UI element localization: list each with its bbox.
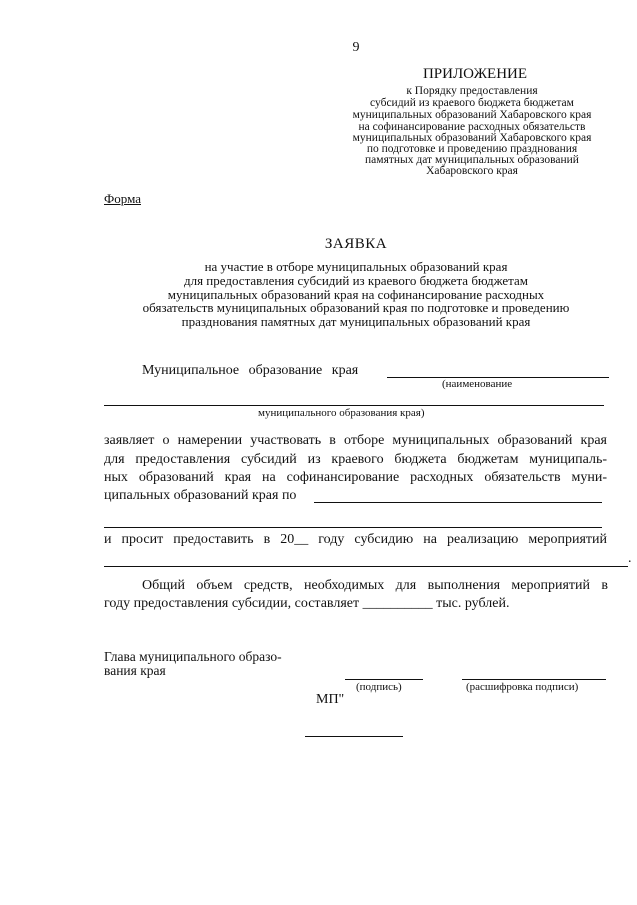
appendix-line: Хабаровского края bbox=[426, 165, 518, 177]
appendix-line: субсидий из краевого бюджета бюджетам bbox=[370, 97, 574, 109]
page-number: 9 bbox=[352, 40, 360, 55]
decryption-field[interactable] bbox=[462, 679, 606, 680]
form-label: Форма bbox=[104, 191, 141, 206]
events-field-continued[interactable] bbox=[104, 527, 602, 528]
application-subtitle-line: для предоставления субсидий из краевого бюджета бюджетам bbox=[183, 273, 529, 288]
appendix-line: муниципальных образований Хабаровского края bbox=[352, 132, 592, 144]
total-text-line: Общий объем средств, необходимых для выполнения мероприятий в bbox=[142, 578, 608, 593]
municipality-name-field-continued[interactable] bbox=[104, 405, 604, 406]
application-subtitle-line: празднования памятных дат муниципальных образований края bbox=[181, 314, 531, 329]
appendix-line: по подготовке и проведению празднования bbox=[366, 143, 578, 155]
body-text-line: ных образований края на софинансирование расходных обязательств муни- bbox=[104, 470, 607, 485]
stamp-placeholder: МП" bbox=[316, 692, 345, 707]
appendix-line: памятных дат муниципальных образований bbox=[365, 154, 579, 166]
municipality-hint-continued: муниципального образования края) bbox=[258, 407, 425, 419]
application-subtitle-line: муниципальных образований края на софинансирование расходных bbox=[167, 287, 545, 302]
appendix-title: ПРИЛОЖЕНИЕ bbox=[422, 66, 528, 82]
decryption-hint: (расшифровка подписи) bbox=[466, 681, 579, 693]
total-text-line: году предоставления субсидии, составляет __________ тыс. рублей. bbox=[104, 596, 510, 611]
application-title: ЗАЯВКА bbox=[324, 236, 388, 252]
signature-field[interactable] bbox=[345, 679, 423, 680]
municipality-label: Муниципальное образование края bbox=[142, 363, 359, 378]
body-text-line: ципальных образований края по bbox=[104, 488, 297, 503]
head-title-line: Глава муниципального образо- bbox=[104, 649, 282, 664]
head-title-line: вания края bbox=[104, 663, 166, 678]
body-text-line: заявляет о намерении участвовать в отборе муниципальных образований края bbox=[104, 433, 607, 448]
application-subtitle-line: на участие в отборе муниципальных образований края bbox=[204, 259, 508, 274]
activities-field[interactable] bbox=[104, 566, 628, 567]
events-field[interactable] bbox=[314, 502, 602, 503]
request-end-dot: . bbox=[628, 551, 632, 566]
request-text: и просит предоставить в 20__ году субсидию на реализацию мероприятий bbox=[104, 532, 607, 547]
body-text-line: для предоставления субсидий из краевого бюджета бюджетам муниципаль- bbox=[104, 452, 607, 467]
appendix-line: на софинансирование расходных обязательств bbox=[358, 121, 586, 133]
appendix-line: к Порядку предоставления bbox=[406, 85, 538, 97]
appendix-line: муниципальных образований Хабаровского края bbox=[352, 109, 592, 121]
application-subtitle-line: обязательств муниципальных образований края по подготовке и проведению bbox=[142, 300, 570, 315]
municipality-hint-name: (наименование bbox=[442, 378, 513, 390]
signature-hint: (подпись) bbox=[356, 681, 402, 693]
closing-divider bbox=[305, 736, 403, 737]
